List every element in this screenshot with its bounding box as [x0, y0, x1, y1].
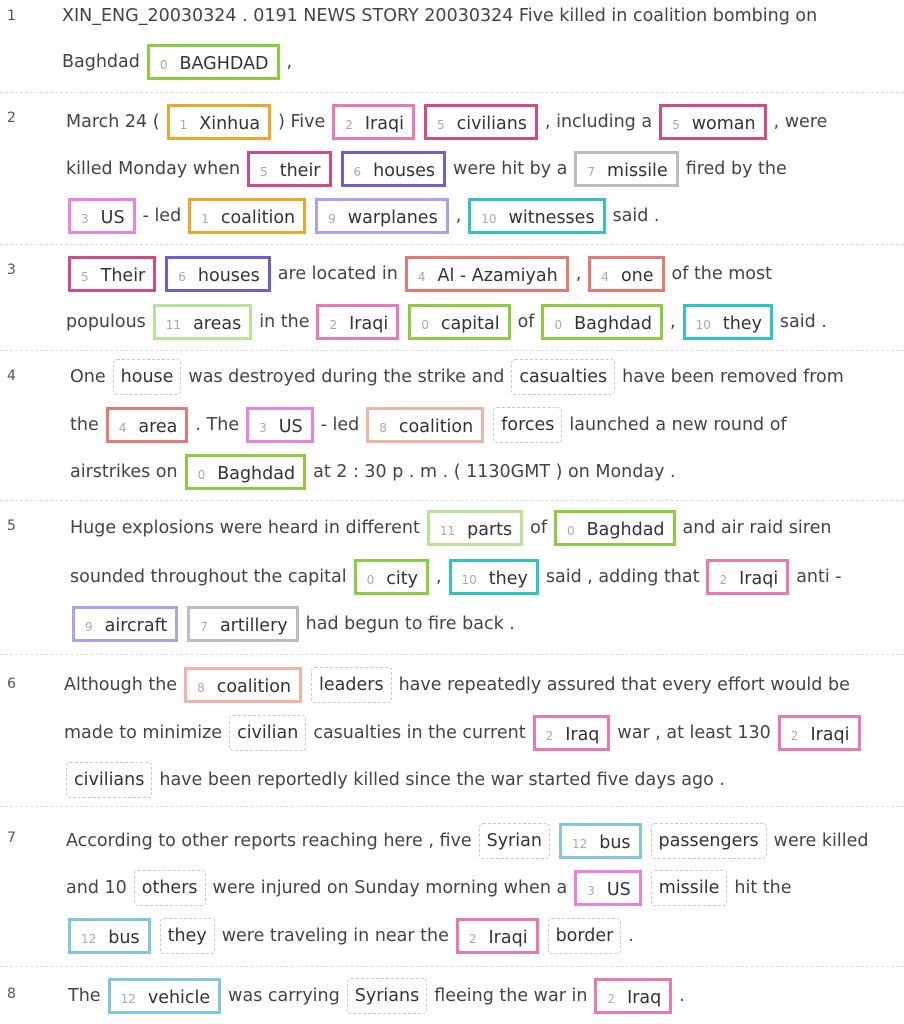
mention-text: houses — [373, 161, 436, 181]
plain-text: have been reportedly killed since the war started five days ago . — [159, 770, 725, 790]
entity-mention[interactable] — [683, 304, 773, 340]
cluster-id: 5 — [672, 118, 680, 132]
plain-text: were injured on Sunday morning when a — [212, 878, 568, 898]
cluster-id: 5 — [260, 165, 268, 179]
sentence-row — [0, 806, 904, 967]
plain-text: fleeing the war in — [434, 986, 588, 1006]
mention-text: Baghdad — [586, 520, 665, 540]
entity-mention[interactable] — [405, 256, 569, 292]
plain-text: of — [517, 312, 535, 332]
mention-text: Their — [100, 266, 146, 286]
cluster-id: 8 — [379, 421, 387, 435]
entity-mention[interactable] — [315, 198, 449, 234]
plain-text: are located in — [277, 264, 398, 284]
entity-mention[interactable] — [106, 407, 189, 443]
plain-text: killed Monday when — [66, 159, 241, 179]
sentence-number: 1 — [7, 8, 16, 24]
unlinked-mention[interactable]: civilian — [229, 715, 306, 751]
plain-text: fired by the — [685, 159, 787, 179]
mention-text: Iraqi — [488, 928, 528, 948]
mention-text: vehicle — [147, 988, 211, 1008]
entity-mention[interactable] — [332, 104, 415, 140]
cluster-id: 12 — [120, 992, 136, 1006]
cluster-id: 9 — [85, 620, 93, 634]
plain-text: - led — [142, 206, 182, 226]
mention-text: coalition — [220, 208, 296, 228]
mention-text: BAGHDAD — [179, 54, 269, 74]
mention-text: coalition — [216, 677, 292, 697]
entity-mention[interactable] — [574, 870, 642, 906]
entity-mention[interactable] — [246, 407, 314, 443]
sentence-number: 2 — [7, 110, 16, 126]
plain-text: Although the — [64, 675, 178, 695]
mention-text: Baghdad — [217, 464, 296, 484]
plain-text: were traveling in near the — [221, 926, 449, 946]
text-line — [70, 606, 515, 642]
sentence-number: 5 — [7, 518, 16, 534]
unlinked-mention[interactable]: house — [113, 359, 182, 395]
mention-text: they — [488, 569, 528, 589]
plain-text: the — [70, 415, 99, 435]
sentence-number: 8 — [7, 986, 16, 1002]
entity-mention[interactable] — [449, 559, 539, 595]
sentence-number: 4 — [7, 368, 16, 384]
text-line — [66, 918, 634, 954]
mention-text: capital — [440, 314, 500, 334]
text-line — [66, 304, 827, 340]
sentence-row — [0, 0, 904, 93]
sentence-row — [0, 244, 904, 351]
entity-mention[interactable] — [588, 256, 664, 292]
plain-text: , — [286, 52, 293, 72]
cluster-id: 2 — [607, 992, 616, 1006]
cluster-id: 1 — [179, 118, 188, 132]
entity-mention[interactable] — [366, 407, 484, 443]
text-line — [66, 104, 827, 140]
cluster-id: 9 — [328, 212, 336, 226]
mention-text: Iraqi — [364, 114, 404, 134]
text-line — [66, 256, 772, 292]
mention-text: their — [279, 161, 321, 181]
plain-text: said , adding that — [545, 567, 700, 587]
mention-text: parts — [467, 520, 513, 540]
cluster-id: 4 — [118, 421, 127, 435]
entity-mention[interactable] — [165, 256, 271, 292]
cluster-id: 0 — [567, 524, 575, 538]
plain-text: The — [68, 986, 101, 1006]
entity-mention[interactable] — [68, 198, 136, 234]
mention-text: bus — [599, 833, 631, 853]
cluster-id: 0 — [197, 468, 206, 482]
cluster-id: 1 — [201, 212, 209, 226]
unlinked-mention[interactable]: others — [134, 870, 206, 906]
entity-mention[interactable] — [659, 104, 767, 140]
entity-mention[interactable] — [188, 198, 306, 234]
entity-mention[interactable] — [153, 304, 252, 340]
cluster-id: 0 — [159, 58, 168, 72]
mention-text: Iraqi — [739, 569, 779, 589]
plain-text: was carrying — [228, 986, 340, 1006]
entity-mention[interactable] — [354, 559, 429, 595]
mention-text: one — [620, 266, 654, 286]
entity-mention[interactable] — [167, 104, 272, 140]
unlinked-mention[interactable]: border — [548, 918, 622, 954]
mention-text: area — [138, 417, 178, 437]
cluster-id: 0 — [421, 318, 429, 332]
cluster-id: 11 — [439, 524, 456, 538]
entity-mention[interactable] — [68, 256, 156, 292]
entity-mention[interactable] — [108, 978, 222, 1014]
mention-text: US — [606, 880, 631, 900]
mention-text: woman — [691, 114, 756, 134]
plain-text: anti - — [796, 567, 842, 587]
mention-text: Iraqi — [349, 314, 389, 334]
text-line — [70, 559, 842, 595]
plain-text: March 24 ( — [66, 112, 160, 132]
cluster-id: 12 — [571, 837, 588, 851]
cluster-id: 0 — [554, 318, 563, 332]
entity-mention[interactable] — [778, 715, 861, 751]
cluster-id: 2 — [345, 118, 353, 132]
plain-text: said . — [612, 206, 660, 226]
plain-text: . — [628, 926, 634, 946]
plain-text: have been removed from — [622, 367, 844, 387]
plain-text: in the — [259, 312, 310, 332]
plain-text: . — [679, 986, 685, 1006]
unlinked-mention[interactable]: passengers — [651, 823, 767, 859]
entity-mention[interactable] — [706, 559, 789, 595]
sentence-number: 3 — [7, 262, 16, 278]
text-line — [70, 359, 844, 395]
plain-text: war , at least 130 — [617, 723, 771, 743]
mention-text: Iraq — [627, 988, 662, 1008]
text-line — [66, 823, 869, 859]
sentence-row — [0, 350, 904, 501]
plain-text: - led — [320, 415, 360, 435]
text-line — [66, 151, 787, 187]
plain-text: One — [70, 367, 106, 387]
cluster-id: 7 — [200, 620, 208, 634]
plain-text: . The — [195, 415, 240, 435]
entity-mention[interactable] — [541, 304, 663, 340]
mention-text: US — [100, 208, 125, 228]
cluster-id: 6 — [178, 270, 186, 284]
sentence-number: 6 — [7, 676, 16, 692]
mention-text: coalition — [398, 417, 474, 437]
entity-mention[interactable] — [187, 606, 298, 642]
text-line — [70, 407, 787, 443]
text-line — [68, 978, 685, 1014]
cluster-id: 3 — [587, 884, 595, 898]
entity-mention[interactable] — [184, 667, 302, 703]
entity-mention[interactable] — [68, 918, 151, 954]
plain-text: launched a new round of — [569, 415, 787, 435]
mention-text: city — [386, 569, 418, 589]
plain-text: casualties in the current — [313, 723, 526, 743]
plain-text: were killed — [773, 831, 869, 851]
text-line — [66, 198, 660, 234]
plain-text: Baghdad — [62, 52, 140, 72]
unlinked-mention[interactable]: civilians — [66, 762, 152, 798]
unlinked-mention[interactable]: casualties — [511, 359, 615, 395]
plain-text: said . — [779, 312, 827, 332]
plain-text: and 10 — [66, 878, 127, 898]
cluster-id: 10 — [695, 318, 711, 332]
plain-text: populous — [66, 312, 146, 332]
plain-text: had begun to fire back . — [305, 614, 515, 634]
mention-text: Iraq — [565, 725, 600, 745]
unlinked-mention[interactable]: forces — [493, 407, 562, 443]
entity-mention[interactable] — [147, 44, 280, 80]
mention-text: missile — [607, 161, 668, 181]
cluster-id: 11 — [165, 318, 182, 332]
sentence-number: 7 — [7, 830, 16, 846]
entity-mention[interactable] — [247, 151, 331, 187]
plain-text: made to minimize — [64, 723, 223, 743]
text-line — [62, 44, 292, 80]
plain-text: at 2 : 30 p . m . ( 1130GMT ) on Monday . — [313, 462, 676, 482]
plain-text: of the most — [671, 264, 772, 284]
mention-text: warplanes — [347, 208, 438, 228]
mention-text: bus — [108, 928, 140, 948]
plain-text: have repeatedly assured that every effort would be — [398, 675, 850, 695]
plain-text: , were — [773, 112, 828, 132]
plain-text: , — [455, 206, 462, 226]
plain-text: were hit by a — [453, 159, 568, 179]
plain-text: According to other reports reaching here , five — [66, 831, 472, 851]
mention-text: Iraqi — [810, 725, 850, 745]
cluster-id: 8 — [197, 681, 205, 695]
text-line — [64, 762, 725, 798]
cluster-id: 7 — [587, 165, 596, 179]
cluster-id: 2 — [545, 729, 554, 743]
cluster-id: 6 — [353, 165, 362, 179]
cluster-id: 12 — [81, 932, 97, 946]
mention-text: witnesses — [508, 208, 595, 228]
unlinked-mention[interactable]: leaders — [311, 667, 392, 703]
plain-text: Huge explosions were heard in different — [70, 518, 420, 538]
entity-mention[interactable] — [468, 198, 605, 234]
plain-text: , — [435, 567, 442, 587]
cluster-id: 0 — [366, 573, 375, 587]
text-line — [64, 667, 850, 703]
mention-text: Baghdad — [574, 314, 652, 334]
sentence-row — [0, 654, 904, 807]
mention-text: aircraft — [104, 616, 168, 636]
unlinked-mention[interactable]: missile — [651, 870, 728, 906]
entity-mention[interactable] — [424, 104, 538, 140]
plain-text: XIN_ENG_20030324 . 0191 NEWS STORY 20030324 Five killed in coalition bombing on — [62, 6, 818, 26]
plain-text: of — [530, 518, 548, 538]
cluster-id: 2 — [329, 318, 338, 332]
mention-text: Al - Azamiyah — [437, 266, 558, 286]
plain-text: airstrikes on — [70, 462, 178, 482]
cluster-id: 10 — [481, 212, 497, 226]
entity-mention[interactable] — [533, 715, 611, 751]
entity-mention[interactable] — [427, 510, 523, 546]
plain-text: , including a — [544, 112, 653, 132]
entity-mention[interactable] — [594, 978, 672, 1014]
mention-text: US — [278, 417, 303, 437]
text-line — [62, 0, 817, 34]
text-line — [66, 870, 792, 906]
cluster-id: 2 — [719, 573, 728, 587]
mention-text: areas — [193, 314, 242, 334]
text-line — [64, 715, 863, 751]
text-line — [70, 454, 676, 490]
unlinked-mention[interactable]: Syrian — [479, 823, 550, 859]
plain-text: , — [575, 264, 582, 284]
unlinked-mention[interactable]: Syrians — [347, 978, 427, 1014]
cluster-id: 4 — [417, 270, 426, 284]
entity-mention[interactable] — [72, 606, 178, 642]
cluster-id: 3 — [81, 212, 89, 226]
mention-text: houses — [197, 266, 260, 286]
plain-text: , — [669, 312, 676, 332]
entity-mention[interactable] — [456, 918, 539, 954]
plain-text: hit the — [734, 878, 792, 898]
mention-text: artillery — [219, 616, 288, 636]
entity-mention[interactable] — [559, 823, 642, 859]
mention-text: civilians — [456, 114, 527, 134]
cluster-id: 10 — [461, 573, 477, 587]
entity-mention[interactable] — [408, 304, 510, 340]
entity-mention[interactable] — [574, 151, 678, 187]
unlinked-mention[interactable]: they — [160, 918, 215, 954]
cluster-id: 3 — [259, 421, 267, 435]
cluster-id: 4 — [601, 270, 609, 284]
cluster-id: 2 — [468, 932, 477, 946]
cluster-id: 2 — [790, 729, 799, 743]
plain-text: ) Five — [278, 112, 326, 132]
plain-text: and air raid siren — [682, 518, 832, 538]
entity-mention[interactable] — [341, 151, 447, 187]
entity-mention[interactable] — [554, 510, 676, 546]
text-line — [70, 510, 831, 546]
entity-mention[interactable] — [316, 304, 399, 340]
plain-text: was destroyed during the strike and — [188, 367, 505, 387]
plain-text: sounded throughout the capital — [70, 567, 347, 587]
cluster-id: 5 — [81, 270, 89, 284]
entity-mention[interactable] — [185, 454, 307, 490]
cluster-id: 5 — [436, 118, 445, 132]
mention-text: Xinhua — [199, 114, 261, 134]
sentence-row — [0, 92, 904, 245]
sentence-row — [0, 966, 904, 1024]
mention-text: they — [722, 314, 762, 334]
sentence-row — [0, 500, 904, 655]
